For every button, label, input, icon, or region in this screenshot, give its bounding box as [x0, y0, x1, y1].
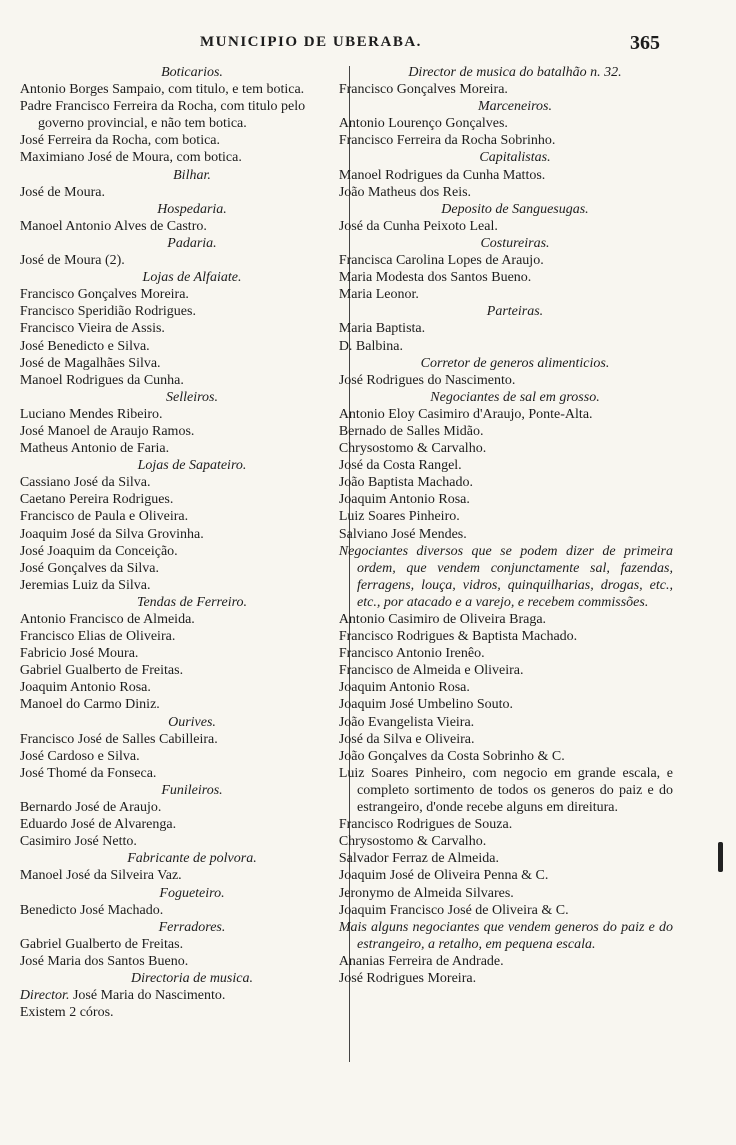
list-entry: José Rodrigues do Nascimento.: [338, 372, 516, 388]
list-entry: José Cardoso e Silva.: [19, 748, 140, 764]
list-entry: Antonio Eloy Casimiro d'Araujo, Ponte-Alta.: [338, 406, 593, 422]
list-entry: Francisco José de Salles Cabilleira.: [19, 731, 218, 747]
list-entry: Salvador Ferraz de Almeida.: [338, 851, 499, 867]
list-entry: José Manoel de Araujo Ramos.: [19, 423, 195, 439]
section-heading: Lojas de Sapateiro.: [137, 458, 247, 474]
list-entry: João Gonçalves da Costa Sobrinho & C.: [338, 748, 565, 764]
list-entry: Jeronymo de Almeida Silvares.: [338, 885, 514, 901]
right-column: [338, 64, 673, 987]
list-entry: José de Moura.: [19, 184, 105, 200]
page-number: 365: [630, 32, 660, 54]
list-entry: João Matheus dos Reis.: [338, 184, 472, 200]
list-entry: Francisco Elias de Oliveira.: [19, 629, 176, 645]
list-entry: Francisco de Paula e Oliveira.: [19, 509, 189, 525]
section-heading: Ourives.: [168, 714, 216, 730]
list-entry: Francisco Gonçalves Moreira.: [338, 82, 508, 98]
list-entry: Caetano Pereira Rodrigues.: [19, 492, 174, 508]
entry-text: José Maria do Nascimento.: [69, 988, 226, 1004]
list-entry: Gabriel Gualberto de Freitas.: [19, 663, 184, 679]
section-heading: Funileiros.: [161, 782, 223, 798]
list-entry: Chrysostomo & Carvalho.: [338, 834, 487, 850]
section-heading: Director de musica do batalhão n. 32.: [408, 65, 622, 80]
list-entry: Matheus Antonio de Faria.: [19, 441, 170, 457]
section-heading: Selleiros.: [166, 389, 218, 405]
list-entry: José Gonçalves da Silva.: [19, 560, 160, 576]
section-heading: Costureiras.: [480, 235, 550, 251]
section-heading: Tendas de Ferreiro.: [136, 594, 248, 610]
list-entry: José de Moura (2).: [19, 253, 125, 269]
list-entry: José da Silva e Oliveira.: [338, 731, 475, 747]
list-entry: Francisco Antonio Irenêo.: [338, 646, 485, 662]
list-entry: João Evangelista Vieira.: [338, 714, 475, 730]
list-entry: Francisco Rodrigues de Souza.: [338, 817, 513, 833]
list-entry: José Maria dos Santos Bueno.: [19, 953, 189, 969]
section-heading: Padaria.: [167, 235, 217, 251]
list-entry: Francisca Carolina Lopes de Araujo.: [338, 253, 544, 269]
list-entry: Manoel do Carmo Diniz.: [19, 697, 160, 713]
list-entry: Eduardo José de Alvarenga.: [19, 817, 177, 833]
list-entry: Maria Baptista.: [338, 321, 426, 337]
list-entry: Francisco Gonçalves Moreira.: [19, 287, 189, 303]
list-entry: Francisco Vieira de Assis.: [19, 321, 165, 337]
left-column: [19, 64, 346, 1021]
section-heading: Corretor de generos alimenticios.: [420, 355, 610, 371]
list-entry: Existem 2 córos.: [19, 1005, 114, 1021]
list-entry: Francisco Speridião Rodrigues.: [19, 304, 196, 320]
list-entry: José Rodrigues Moreira.: [338, 970, 477, 986]
list-entry: Antonio Lourenço Gonçalves.: [338, 116, 508, 132]
section-heading: Directoria de musica.: [131, 970, 253, 986]
entry-label: Director.: [19, 988, 70, 1004]
section-heading: Hospedaria.: [157, 201, 227, 217]
list-entry: D. Balbina.: [338, 338, 403, 354]
list-entry: Joaquim Francisco José de Oliveira & C.: [338, 902, 569, 918]
list-entry: Jeremias Luiz da Silva.: [19, 577, 151, 593]
list-entry: Manoel Rodrigues da Cunha Mattos.: [338, 167, 546, 183]
list-entry: Gabriel Gualberto de Freitas.: [19, 936, 184, 952]
list-entry: João Baptista Machado.: [338, 475, 473, 491]
margin-ink-mark: [718, 842, 723, 872]
section-heading: Fabricante de polvora.: [127, 851, 257, 867]
list-entry: Manoel Antonio Alves de Castro.: [19, 218, 207, 234]
section-heading: Boticarios.: [161, 65, 223, 80]
list-entry: Manoel José da Silveira Vaz.: [19, 868, 182, 884]
list-entry: Joaquim Antonio Rosa.: [338, 492, 470, 508]
list-entry: Francisco Ferreira da Rocha Sobrinho.: [338, 133, 556, 149]
list-entry: José da Cunha Peixoto Leal.: [338, 218, 498, 234]
list-entry: Ananias Ferreira de Andrade.: [338, 953, 504, 969]
list-entry: José Ferreira da Rocha, com botica.: [19, 133, 221, 149]
list-entry: Joaquim José Umbelino Souto.: [338, 697, 514, 713]
section-heading: Marceneiros.: [478, 99, 552, 115]
list-entry: Joaquim José de Oliveira Penna & C.: [338, 868, 549, 884]
section-heading: Parteiras.: [486, 304, 544, 320]
section-note: Mais alguns negociantes que vendem generos do paiz e do estrangeiro, a retalho, em pequena escala.: [338, 919, 673, 952]
page-header: [0, 34, 736, 58]
list-entry: Joaquim José da Silva Grovinha.: [19, 526, 204, 542]
list-entry: Manoel Rodrigues da Cunha.: [19, 372, 184, 388]
list-entry: Antonio Borges Sampaio, com titulo, e tem botica.: [19, 82, 305, 98]
list-entry: Salviano José Mendes.: [338, 526, 467, 542]
list-entry: Maria Modesta dos Santos Bueno.: [338, 270, 532, 286]
list-entry: Antonio Casimiro de Oliveira Braga.: [338, 612, 547, 627]
section-heading: Lojas de Alfaiate.: [142, 270, 242, 286]
list-entry: Luiz Soares Pinheiro, com negocio em grande escala, e completo sortimento de todos os generos do paiz e do estrangeiro, d'onde recebe alguns em direitura.: [338, 765, 673, 816]
list-entry: Chrysostomo & Carvalho.: [338, 441, 487, 457]
list-entry: Luiz Soares Pinheiro.: [338, 509, 460, 525]
list-entry: Padre Francisco Ferreira da Rocha, com titulo pelo governo provincial, e não tem botica.: [19, 99, 306, 132]
list-entry: Antonio Francisco de Almeida.: [19, 612, 195, 627]
section-heading: Ferradores.: [158, 919, 226, 935]
list-entry: Maximiano José de Moura, com botica.: [19, 150, 242, 166]
list-entry: Benedicto José Machado.: [19, 902, 164, 918]
list-entry: Joaquim Antonio Rosa.: [338, 680, 470, 696]
section-note: Negociantes diversos que se podem dizer de primeira ordem, que vendem conjunctamente sal, fazendas, ferragens, louça, vidros, quinquilharias, drogas, etc., etc., por atacado e a varejo, e recebem commissões.: [338, 543, 673, 610]
list-entry: Casimiro José Netto.: [19, 834, 137, 850]
section-heading: Negociantes de sal em grosso.: [430, 389, 600, 405]
running-title: MUNICIPIO DE UBERABA.: [200, 34, 422, 50]
list-entry: José Joaquim da Conceição.: [19, 543, 178, 559]
list-entry: José de Magalhães Silva.: [19, 355, 161, 371]
list-entry: Francisco de Almeida e Oliveira.: [338, 663, 524, 679]
list-entry: Maria Leonor.: [338, 287, 419, 303]
list-entry: Luciano Mendes Ribeiro.: [19, 406, 163, 422]
list-entry: José Thomé da Fonseca.: [19, 765, 157, 781]
section-heading: Capitalistas.: [479, 150, 551, 166]
list-entry: Joaquim Antonio Rosa.: [19, 680, 151, 696]
list-entry: José da Costa Rangel.: [338, 458, 462, 474]
section-heading: Bilhar.: [173, 167, 211, 183]
list-entry: Fabricio José Moura.: [19, 646, 139, 662]
list-entry: Bernado de Salles Midão.: [338, 423, 484, 439]
list-entry: Cassiano José da Silva.: [19, 475, 151, 491]
list-entry: Francisco Rodrigues & Baptista Machado.: [338, 629, 578, 645]
list-entry: José Benedicto e Silva.: [19, 338, 150, 354]
list-entry: [19, 987, 346, 1004]
list-entry: Bernardo José de Araujo.: [19, 800, 162, 816]
section-heading: Deposito de Sanguesugas.: [441, 201, 589, 217]
section-heading: Fogueteiro.: [159, 885, 225, 901]
